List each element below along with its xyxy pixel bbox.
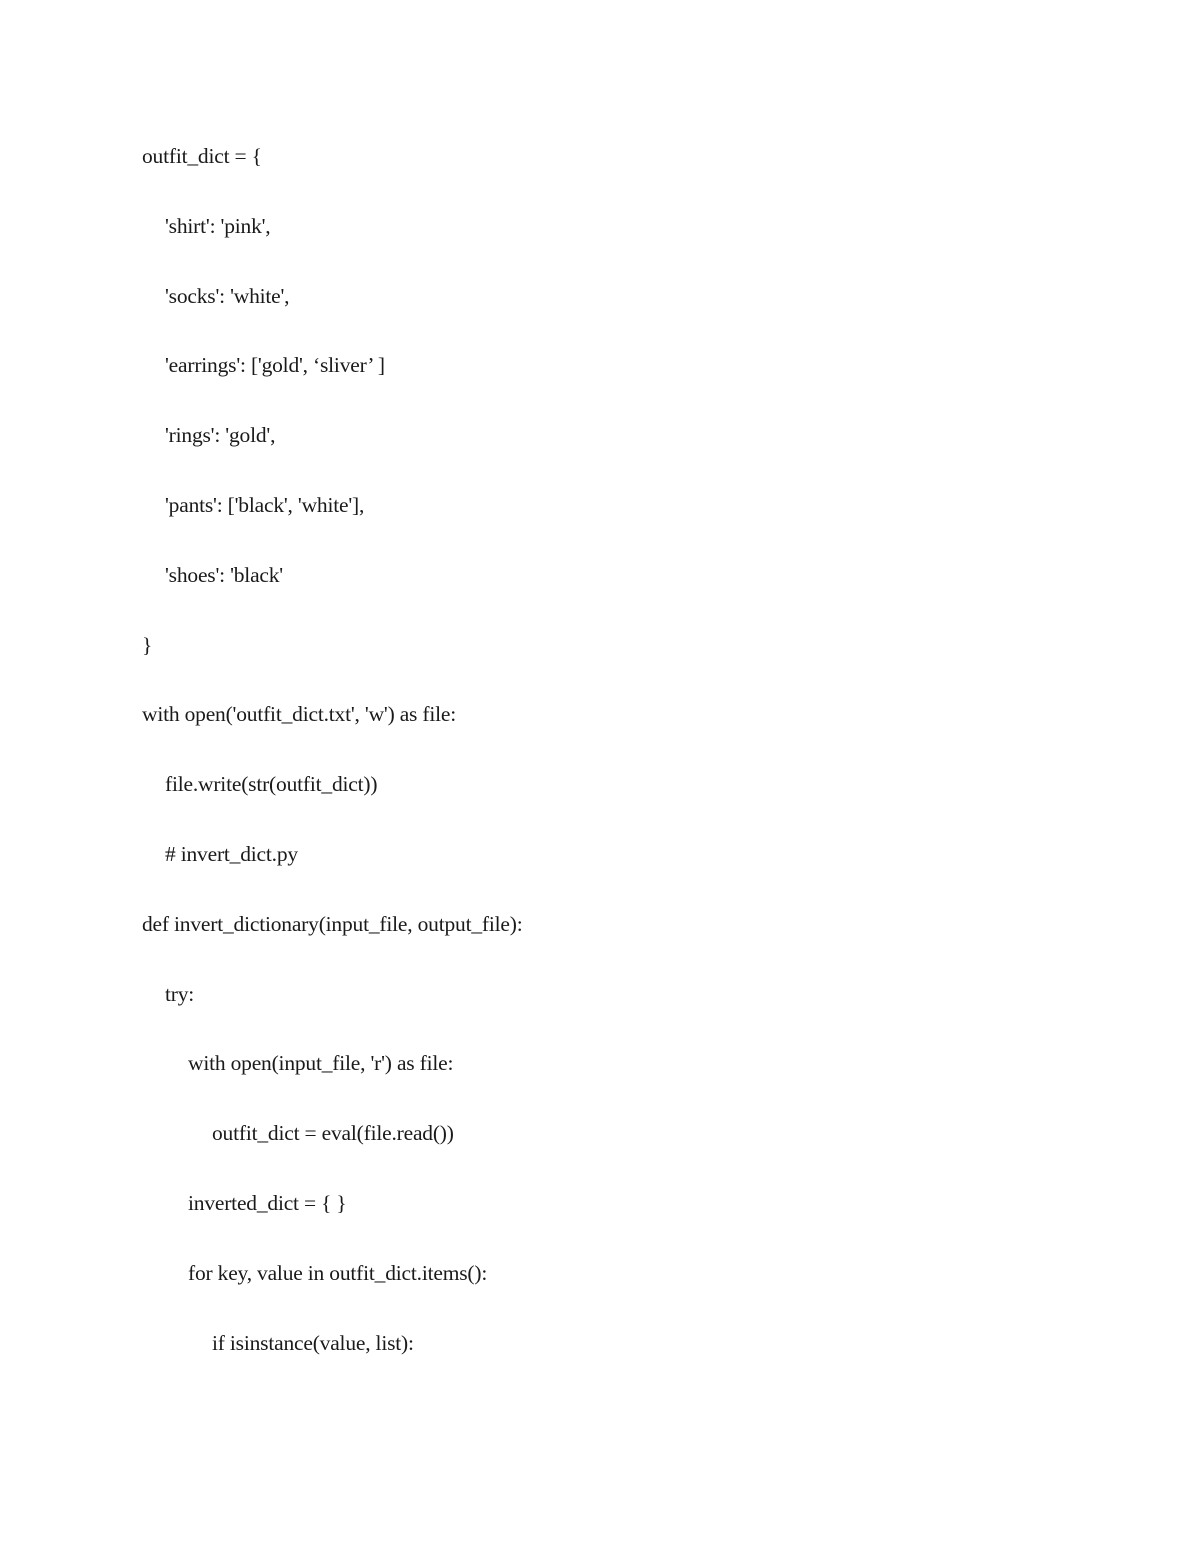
code-line: with open(input_file, 'r') as file:	[188, 1051, 454, 1076]
code-line: 'earrings': ['gold', ‘sliver’ ]	[165, 353, 385, 378]
code-listing	[142, 138, 522, 1394]
code-comment-line: # invert_dict.py	[165, 841, 298, 866]
code-line: 'shoes': 'black'	[165, 562, 283, 587]
code-line: }	[142, 632, 153, 657]
code-line: if isinstance(value, list):	[212, 1330, 414, 1355]
code-line: with open('outfit_dict.txt', 'w') as file:	[142, 702, 457, 727]
code-line: def invert_dictionary(input_file, output_file):	[142, 911, 523, 936]
code-line: inverted_dict = { }	[188, 1190, 347, 1215]
code-line: try:	[165, 981, 195, 1006]
code-line: outfit_dict = eval(file.read())	[212, 1121, 454, 1146]
code-line: 'pants': ['black', 'white'],	[165, 492, 365, 517]
code-line: 'rings': 'gold',	[165, 423, 276, 448]
code-line: file.write(str(outfit_dict))	[165, 772, 378, 797]
code-line: outfit_dict = {	[142, 144, 262, 168]
code-line: for key, value in outfit_dict.items():	[188, 1260, 488, 1285]
code-line: 'socks': 'white',	[165, 283, 290, 308]
code-line: 'shirt': 'pink',	[165, 213, 271, 238]
